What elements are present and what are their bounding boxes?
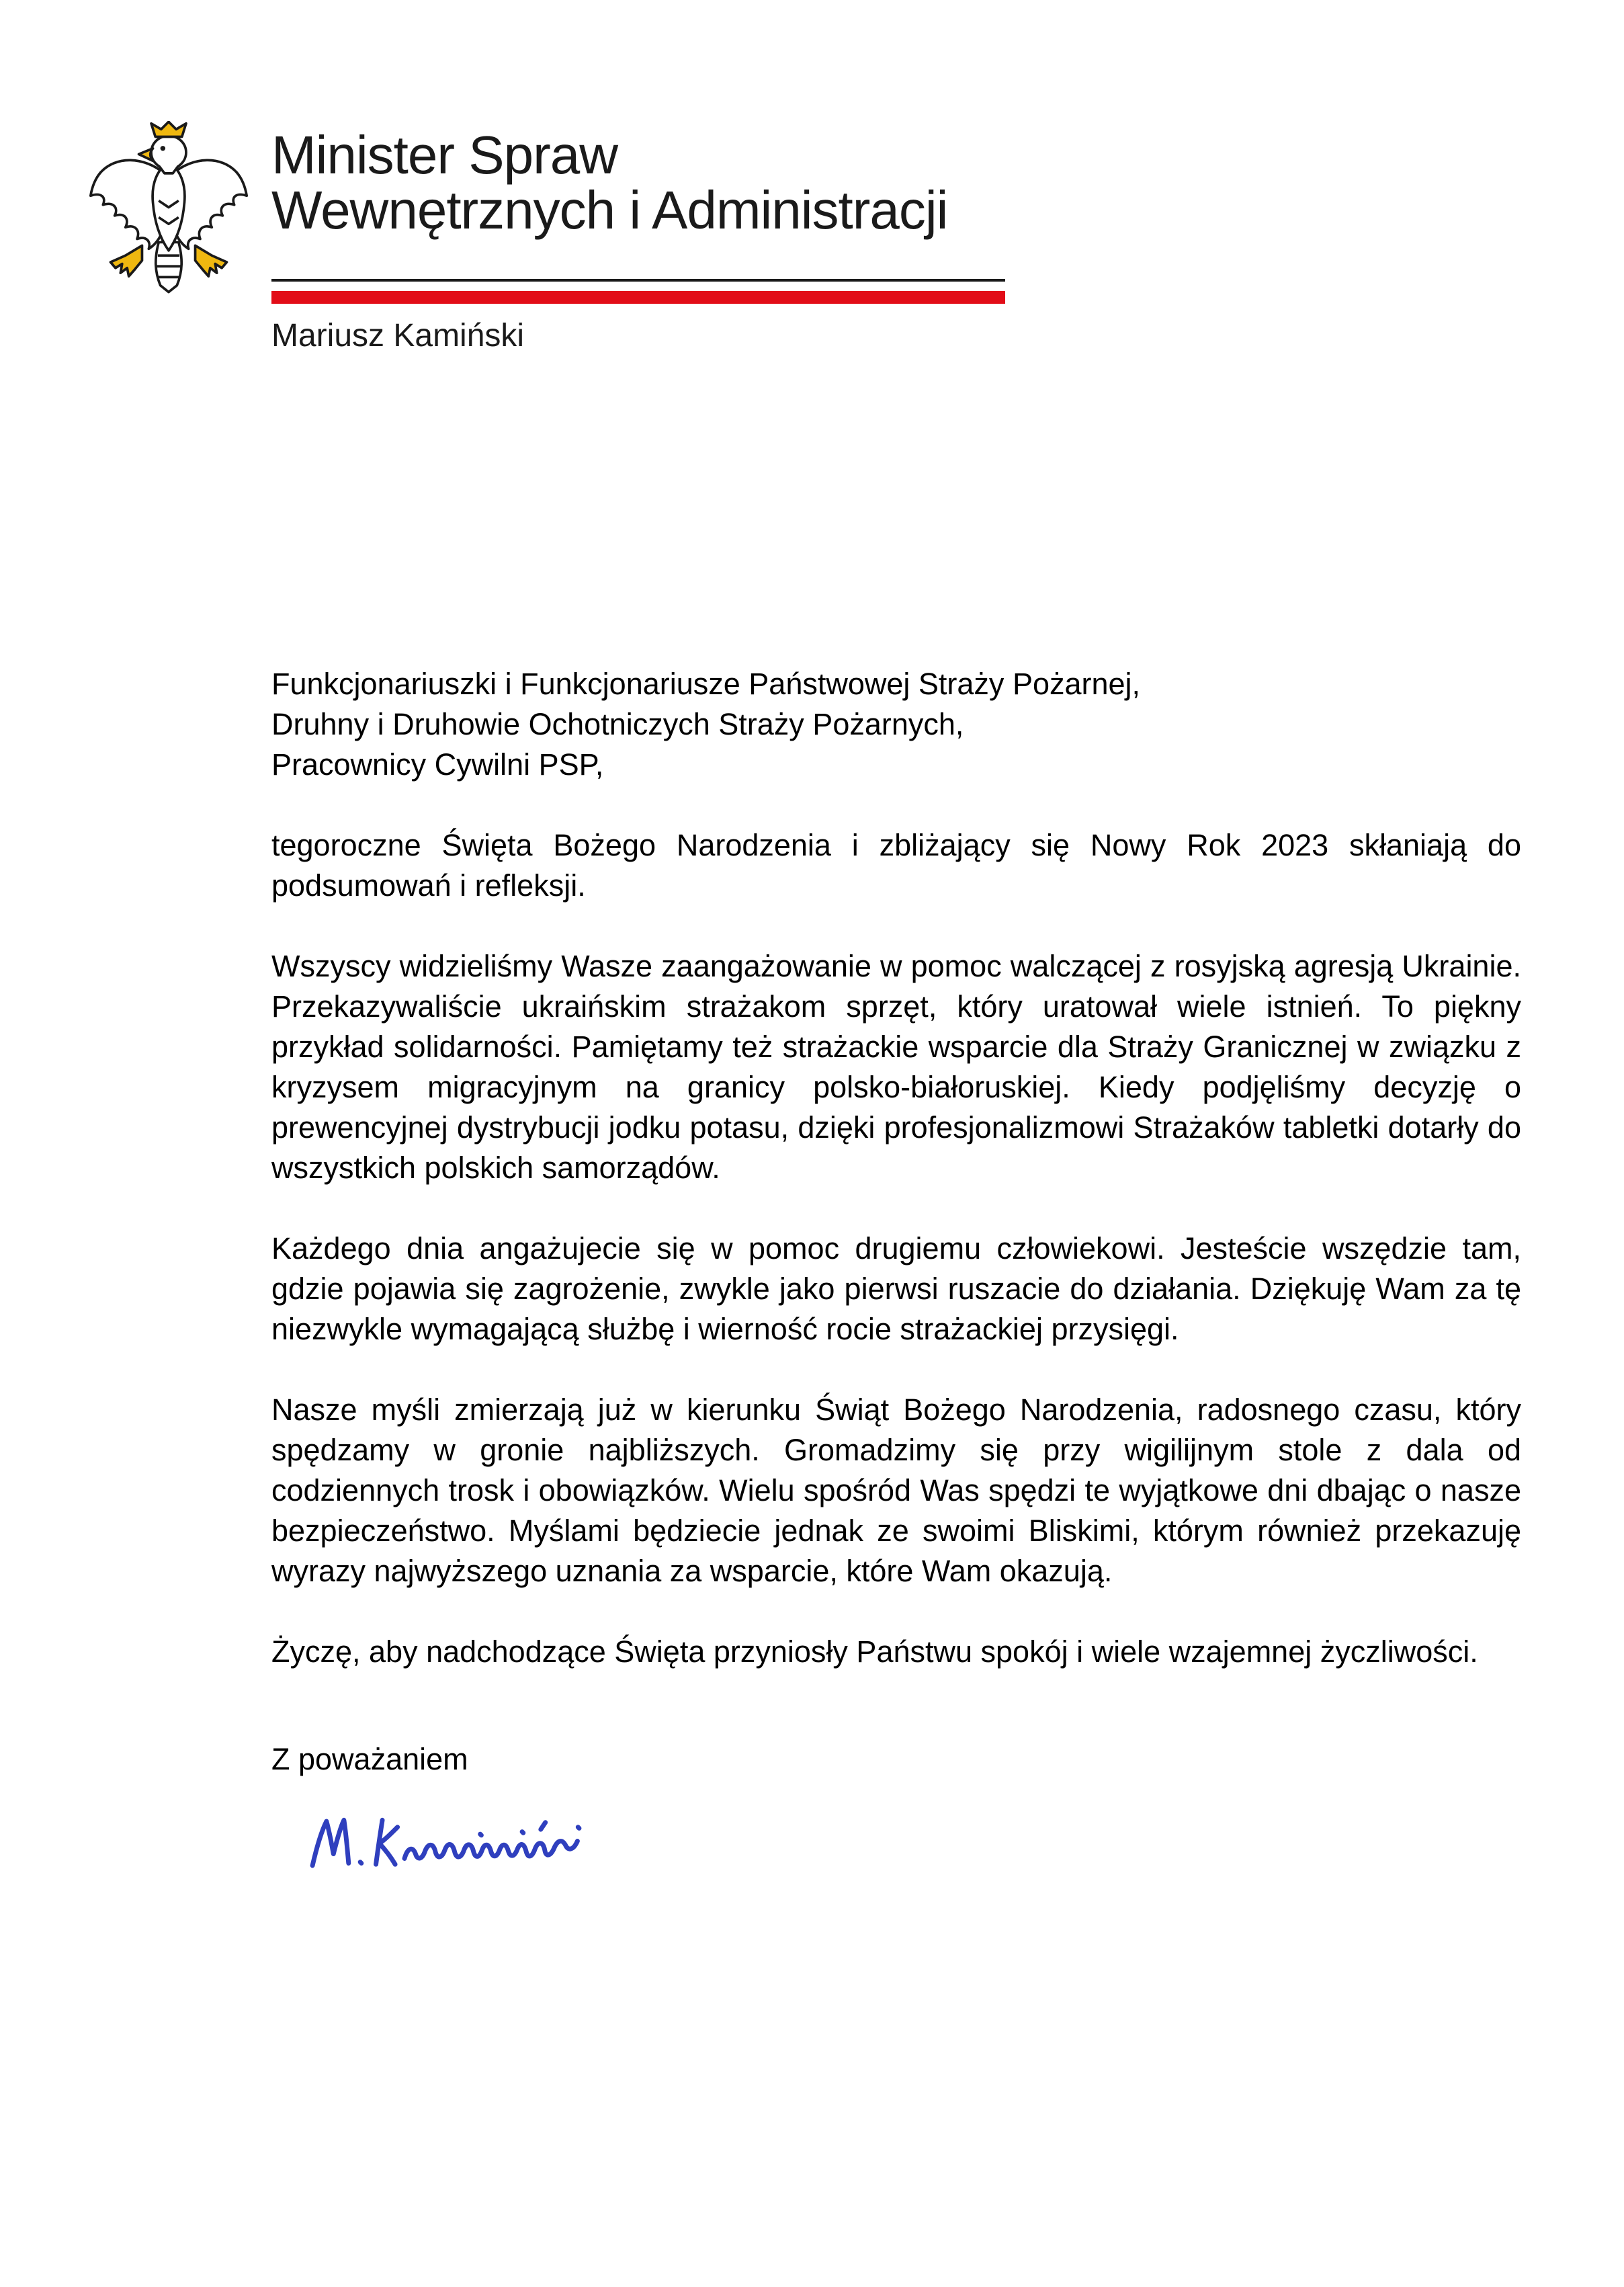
salutation-block <box>271 664 1521 785</box>
letter-paragraph: Każdego dnia angażujecie się w pomoc drugiemu człowiekowi. Jesteście wszędzie tam, gdzie pojawia się zagrożenie, zwykle jako pierwsi ruszacie do działania. Dziękuję Wam za tę niezwykle wymagającą służbę i wierność rocie strażackiej przysięgi. <box>271 1231 1521 1346</box>
salutation-line: Druhny i Druhowie Ochotniczych Straży Pożarnych, <box>271 707 964 741</box>
paragraphs-block <box>271 825 1521 1672</box>
flag-divider <box>271 279 1005 304</box>
divider-red-bar <box>271 291 1005 304</box>
letter-paragraph: tegoroczne Święta Bożego Narodzenia i zbliżający się Nowy Rok 2023 skłaniają do podsumowań i refleksji. <box>271 828 1521 903</box>
closing-phrase: Z poważaniem <box>271 1742 468 1776</box>
letter-body <box>271 664 1521 1874</box>
minister-name: Mariusz Kamiński <box>271 318 525 354</box>
org-title <box>271 125 948 240</box>
org-title-line1: Minister Spraw <box>271 125 618 185</box>
letter-paragraph: Nasze myśli zmierzają już w kierunku Świąt Bożego Narodzenia, radosnego czasu, który spędzamy w gronie najbliższych. Gromadzimy się przy wigilijnym stole z dala od codziennych trosk i obowiązków. Wielu spośród Was spędzi te wyjątkowe dni dbając o nasze bezpieczeństwo. Myślami będziecie jednak ze swoimi Bliskimi, którym również przekazuję wyrazy najwyższego uznania za wsparcie, które Wam okazują. <box>271 1392 1521 1588</box>
letter-paragraph: Życzę, aby nadchodzące Święta przyniosły Państwu spokój i wiele wzajemnej życzliwości. <box>271 1634 1478 1669</box>
polish-eagle-emblem-icon <box>85 121 252 297</box>
divider-white-gap <box>271 282 1005 291</box>
org-title-line2: Wewnętrznych i Administracji <box>271 180 948 240</box>
salutation-line: Pracownicy Cywilni PSP, <box>271 747 604 782</box>
letter-paragraph: Wszyscy widzieliśmy Wasze zaangażowanie w pomoc walczącej z rosyjską agresją Ukrainie. Przekazywaliście ukraińskim strażakom sprzęt, który uratował wiele istnień. To piękny przykład solidarności. Pamiętamy też strażackie wsparcie dla Straży Granicznej w związku z kryzysem migracyjnym na granicy polsko-białoruskiej. Kiedy podjęliśmy decyzję o prewencyjnej dystrybucji jodku potasu, dzięki profesjonalizmowi Strażaków tabletki dotarły do wszystkich polskich samorządów. <box>271 949 1521 1185</box>
handwritten-signature <box>275 1804 638 1874</box>
salutation-line: Funkcjonariuszki i Funkcjonariusze Państwowej Straży Pożarnej, <box>271 667 1141 701</box>
